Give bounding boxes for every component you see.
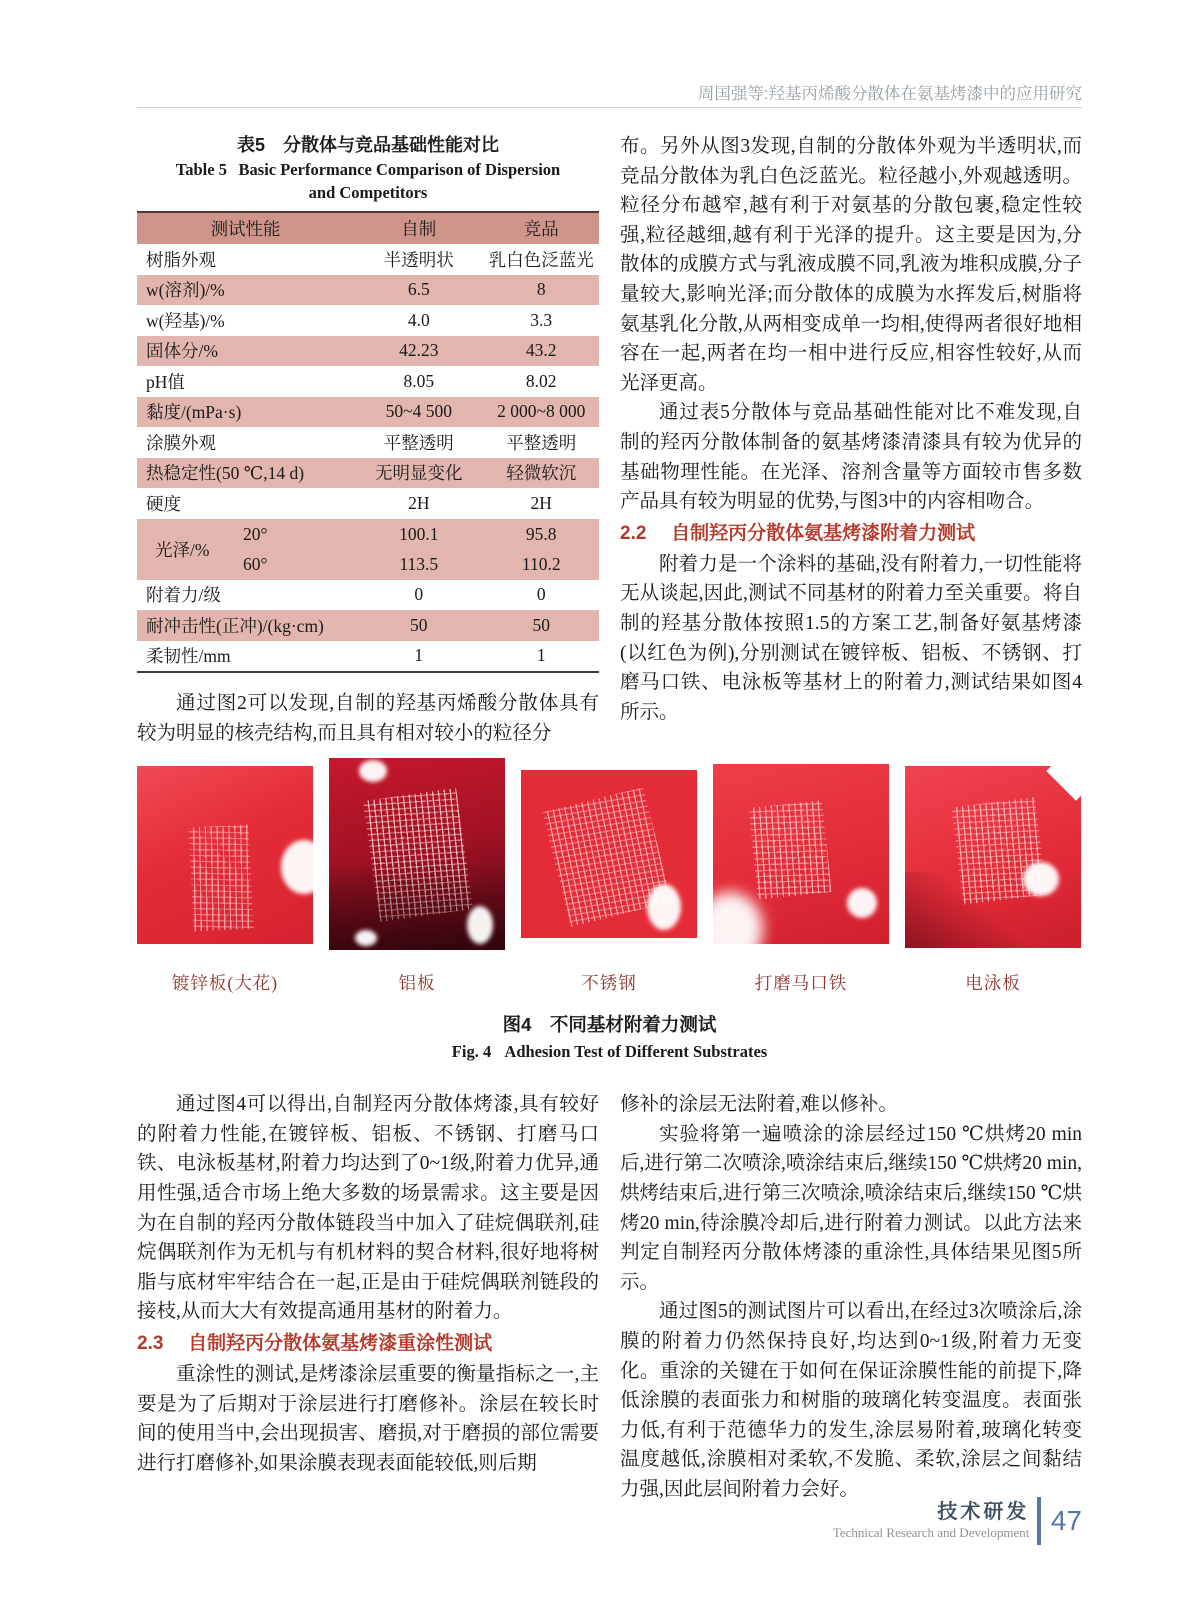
table-cell: 轻微软沉 xyxy=(506,463,577,484)
table-cell: 1 xyxy=(414,645,424,666)
paragraph: 通过图2可以发现,自制的羟基丙烯酸分散体具有较为明显的核壳结构,而且具有相对较小的粒径分 xyxy=(137,693,599,744)
gloss-label-wrap xyxy=(146,519,354,580)
figure-title-cn: 不同基材附着力测试 xyxy=(549,1014,717,1036)
top-columns xyxy=(137,132,1082,748)
crosshatch-pattern xyxy=(363,788,473,922)
table5-title-en-line1 xyxy=(137,158,599,181)
table-cell: 2H xyxy=(408,492,430,513)
left-column-bottom xyxy=(137,1090,599,1504)
table5-number-cn: 表5 xyxy=(236,135,265,155)
table-row xyxy=(137,610,599,641)
adhesion-photo-galvanized xyxy=(137,766,313,944)
table-cell: 42.23 xyxy=(399,340,439,361)
crosshatch-pattern xyxy=(188,825,253,932)
table-cell: 黏度/(mPa·s) xyxy=(146,402,242,423)
table-header-row xyxy=(137,213,599,244)
section-number: 2.3 xyxy=(137,1332,164,1354)
table-cell: w(溶剂)/% xyxy=(146,280,225,301)
figure-4-photos xyxy=(137,758,1082,958)
table-cell: 6.5 xyxy=(407,279,430,300)
paragraph: 实验将第一遍喷涂的涂层经过150 ℃烘烤20 min后,进行第二次喷涂,喷涂结束后,继续150 ℃烘烤20 min,烘烤结束后,进行第三次喷涂,喷涂结束后,继续150 ℃烘烤20 min,待涂膜冷却后,进行附着力测试。以此方法来判定自制羟丙分散体烤漆的重涂性,具体结果见图5所示。 xyxy=(620,1123,1082,1293)
photo-caption: 电泳板 xyxy=(965,973,1021,994)
table-row xyxy=(137,336,599,367)
table-row-gloss xyxy=(137,519,599,580)
table-cell: 2 000~8 000 xyxy=(497,401,586,422)
table-row xyxy=(137,275,599,306)
crosshatch-pattern xyxy=(748,801,831,900)
footer-section-en: Technical Research and Development xyxy=(832,1525,1030,1540)
table-header-cell: 自制 xyxy=(401,219,437,239)
table-cell: 8.02 xyxy=(525,370,557,391)
table-cell: 2H xyxy=(530,492,552,513)
table-cell: 8.05 xyxy=(403,370,435,391)
glare-spot xyxy=(647,884,681,930)
table-cell: 平整透明 xyxy=(383,432,454,453)
section-title: 自制羟丙分散体氨基烤漆重涂性测试 xyxy=(188,1332,493,1354)
table-row xyxy=(137,397,599,428)
table-row xyxy=(137,366,599,397)
table-cell: 43.2 xyxy=(525,340,557,361)
table-cell xyxy=(483,519,599,580)
paragraph: 通过表5分散体与竞品基础性能对比不难发现,自制的羟丙分散体制备的氨基烤漆清漆具有较为优异的基础物理性能。在光泽、溶剂含量等方面较市售多数产品具有较为明显的优势,与图3中的内容相吻合。 xyxy=(620,402,1082,513)
figure-caption-cn xyxy=(137,1011,1082,1037)
footer-section xyxy=(833,1500,1030,1542)
table-cell: 0 xyxy=(414,584,424,605)
table-cell: 固体分/% xyxy=(146,341,218,362)
table-cell: 3.3 xyxy=(530,309,553,330)
gloss-angles xyxy=(243,519,268,580)
paragraph: 通过图4可以得出,自制羟丙分散体烤漆,具有较好的附着力性能,在镀锌板、铝板、不锈钢、打磨马口铁、电泳板基材,附着力均达到了0~1级,附着力优异,通用性强,适合市场上绝大多数的场景需求。这主要是因为在自制的羟丙分散体链段当中加入了硅烷偶联剂,硅烷偶联剂作为无机与有机材料的契合材料,很好地将树脂与底材牢牢结合在一起,正是由于硅烷偶联剂链段的接枝,从而大大有效提高通用基材的附着力。 xyxy=(137,1094,599,1323)
figure-title-en: Adhesion Test of Different Substrates xyxy=(504,1042,768,1062)
page-footer xyxy=(833,1497,1082,1545)
glare-spot xyxy=(281,840,313,894)
adhesion-photo-tinplate xyxy=(713,764,889,944)
table-cell: 4.0 xyxy=(407,309,430,330)
table-cell: 耐冲击性(正冲)/(kg·cm) xyxy=(146,615,324,636)
glare-spot xyxy=(847,888,877,918)
page-content xyxy=(137,0,1082,1505)
photo-caption: 不锈钢 xyxy=(581,973,637,994)
gloss-angle: 20° xyxy=(243,523,268,544)
paragraph: 附着力是一个涂料的基础,没有附着力,一切性能将无从谈起,因此,测试不同基材的附着力至关重要。将自制的羟基分散体按照1.5的方案工艺,制备好氨基烤漆(以红色为例),分别测试在镀锌板、铝板、不锈钢、打磨马口铁、电泳板等基材上的附着力,测试结果如图4所示。 xyxy=(620,553,1082,723)
figure-number-cn: 图4 xyxy=(502,1014,532,1036)
section-heading-2-2 xyxy=(620,517,1082,550)
glare-spot xyxy=(359,760,387,782)
table-cell: 50~4 500 xyxy=(385,401,452,422)
glare-spot xyxy=(355,930,377,946)
table-cell xyxy=(354,519,483,580)
adhesion-photo-electrophoresis xyxy=(905,766,1081,948)
table-row xyxy=(137,244,599,275)
gloss-value: 110.2 xyxy=(521,554,561,574)
table-cell: 无明显变化 xyxy=(375,463,463,484)
table-row xyxy=(137,305,599,336)
paragraph: 修补的涂层无法附着,难以修补。 xyxy=(620,1094,898,1116)
figure-4 xyxy=(137,758,1082,1062)
footer-section-cn: 技术研发 xyxy=(937,1501,1030,1523)
table-row xyxy=(137,427,599,458)
section-title: 自制羟丙分散体氨基烤漆附着力测试 xyxy=(671,522,976,544)
table5-title-cn xyxy=(137,132,599,158)
table-cell: 0 xyxy=(536,584,546,605)
table-cell: 乳白色泛蓝光 xyxy=(488,249,594,270)
glare-spot xyxy=(1023,862,1059,896)
section-number: 2.2 xyxy=(620,522,647,544)
table-row xyxy=(137,458,599,489)
gloss-value: 113.5 xyxy=(399,554,439,574)
adhesion-photo-stainless xyxy=(521,770,697,938)
gloss-angle: 60° xyxy=(243,554,268,574)
table-cell: 柔韧性/mm xyxy=(146,646,231,667)
footer-divider-bar xyxy=(1037,1497,1041,1545)
table-cell: 涂膜外观 xyxy=(146,432,216,453)
gloss-value: 100.1 xyxy=(399,523,439,544)
table-cell: 附着力/级 xyxy=(146,585,221,606)
table-cell: pH值 xyxy=(146,371,185,392)
panel-corner-cut xyxy=(1046,766,1081,801)
table-header-cell: 竞品 xyxy=(523,219,559,239)
table-cell: 50 xyxy=(410,614,428,635)
adhesion-photo-aluminum xyxy=(329,758,505,950)
table-cell: 8 xyxy=(536,279,546,300)
photo-caption: 打磨马口铁 xyxy=(754,973,848,994)
table5-number-en: Table 5 xyxy=(175,160,227,179)
table-cell: 50 xyxy=(532,614,550,635)
page-number: 47 xyxy=(1050,1505,1082,1536)
table-cell: 硬度 xyxy=(146,493,181,514)
table-row xyxy=(137,641,599,672)
table-cell: 热稳定性(50 ℃,14 d) xyxy=(146,463,305,484)
right-column-bottom xyxy=(620,1090,1082,1504)
table-cell: 半透明状 xyxy=(383,249,454,270)
table5-title-en-line2: and Competitors xyxy=(308,183,428,202)
table-header-cell: 测试性能 xyxy=(210,219,281,239)
table-cell: 平整透明 xyxy=(506,432,577,453)
paragraph: 布。另外从图3发现,自制的分散体外观为半透明状,而竞品分散体为乳白色泛蓝光。粒径越小,外观越透明。粒径分布越窄,越有利于对氨基的分散包裹,稳定性较强,粒径越细,越有利于光泽的提升。这主要是因为,分散体的成膜方式与乳液成膜不同,乳液为堆积成膜,分子量较大,影响光泽;而分散体的成膜为水挥发后,树脂将氨基乳化分散,从两相变成单一均相,使得两者很好地相容在一起,两者在均一相中进行反应,相容性较好,从而光泽更高。 xyxy=(620,136,1082,394)
paragraph: 通过图5的测试图片可以看出,在经过3次喷涂后,涂膜的附着力仍然保持良好,均达到0~1级,附着力无变化。重涂的关键在于如何在保证涂膜性能的前提下,降低涂膜的表面张力和树脂的玻璃化转变温度。表面张力低,有利于范德华力的发生,涂层易附着,玻璃化转变温度越低,涂膜相对柔软,不发脆、柔软,涂层之间黏结力强,因此层间附着力会好。 xyxy=(620,1301,1082,1500)
bottom-columns xyxy=(137,1090,1082,1504)
glare-spot xyxy=(713,892,763,944)
glare-spot xyxy=(467,906,493,944)
photo-caption: 镀锌板(大花) xyxy=(171,973,279,994)
table5-title-cn-text: 分散体与竞品基础性能对比 xyxy=(283,135,499,155)
table-cell: 树脂外观 xyxy=(146,249,216,270)
table-row xyxy=(137,488,599,519)
gloss-label: 光泽/% xyxy=(155,539,210,560)
photo-captions xyxy=(137,970,1082,995)
table5-title-en-text: Basic Performance Comparison of Dispersion xyxy=(238,160,561,179)
section-heading-2-3 xyxy=(137,1327,599,1360)
figure-caption-en xyxy=(137,1042,1082,1062)
right-column-top xyxy=(620,132,1082,748)
header-rule xyxy=(137,107,1082,108)
gloss-value: 95.8 xyxy=(525,523,557,544)
figure-number-en: Fig. 4 xyxy=(451,1042,492,1062)
table-cell-gloss-label xyxy=(137,519,354,580)
paragraph: 重涂性的测试,是烤漆涂层重要的衡量指标之一,主要是为了后期对于涂层进行打磨修补。涂层在较长时间的使用当中,会出现损害、磨损,对于磨损的部位需要进行打磨修补,如果涂膜表现表面能较低,则后期 xyxy=(137,1363,599,1474)
left-column-top xyxy=(137,132,599,748)
table-cell: 1 xyxy=(536,645,546,666)
photo-caption: 铝板 xyxy=(398,973,436,994)
table-cell: w(羟基)/% xyxy=(146,310,225,331)
running-head: 周国强等:羟基丙烯酸分散体在氨基烤漆中的应用研究 xyxy=(697,85,1082,103)
table-row xyxy=(137,580,599,611)
table5 xyxy=(137,211,599,673)
